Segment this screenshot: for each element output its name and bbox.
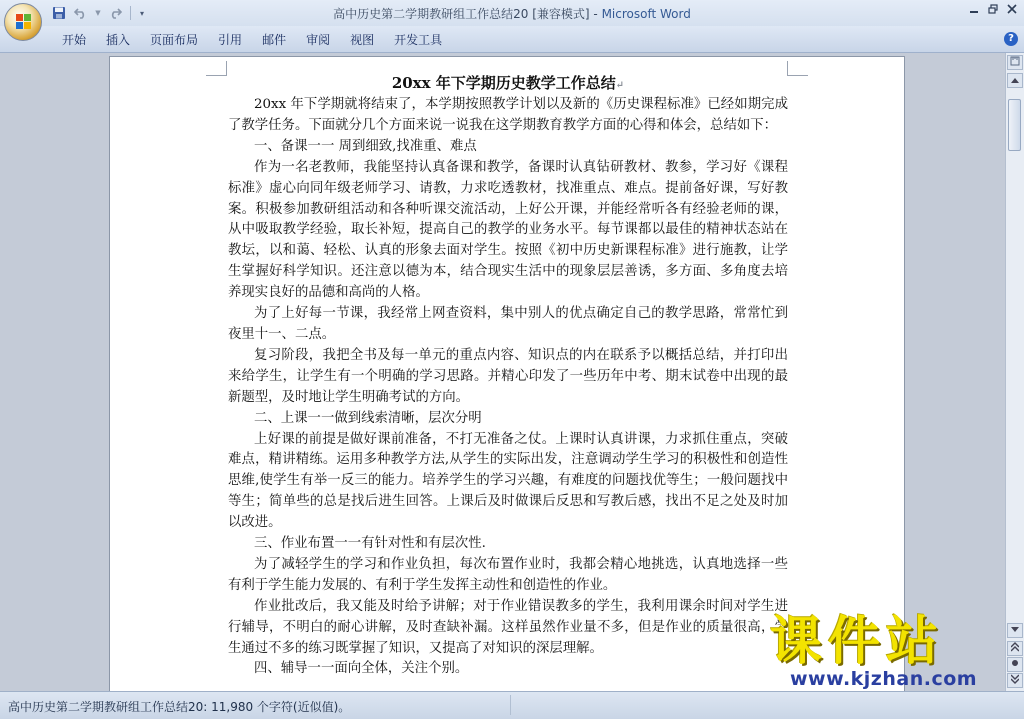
minimize-icon: [969, 4, 979, 14]
tab-view[interactable]: 视图: [350, 33, 375, 47]
paragraph: 复习阶段，我把全书及每一单元的重点内容、知识点的内在联系予以概括总结，并打印出来给学生，让学生有一个明确的学习思路。并精心印发了一些历年中考、期末试卷中出现的最新题型，及时地让学生明确考试的方向。: [228, 347, 788, 405]
window-controls: [965, 2, 1020, 16]
help-icon[interactable]: ?: [1004, 32, 1018, 46]
vertical-scrollbar[interactable]: [1005, 53, 1024, 691]
restore-button[interactable]: [984, 2, 1001, 16]
document-page[interactable]: [110, 57, 904, 691]
scroll-up-button[interactable]: [1007, 73, 1023, 88]
app-name: Microsoft Word: [601, 7, 691, 21]
restore-icon: [988, 4, 998, 14]
undo-dropdown[interactable]: ▼: [95, 9, 101, 17]
office-logo-icon: [16, 14, 32, 30]
document-title-text: 20xx 年下学期历史教学工作总结: [391, 74, 616, 92]
document-title: [228, 73, 788, 95]
status-separator: [510, 695, 511, 715]
document-body[interactable]: [228, 73, 788, 680]
paragraph: 为了减轻学生的学习和作业负担，每次布置作业时，我都会精心地挑选，认真地选择一些有利于学生能力发展的、有利于学生发挥主动性和创造性的作业。: [228, 556, 788, 593]
watermark: [770, 614, 1024, 694]
close-button[interactable]: [1003, 2, 1020, 16]
chevron-up-icon: [1011, 77, 1019, 83]
tab-developer[interactable]: 开发工具: [394, 33, 443, 47]
title-separator: -: [589, 7, 602, 21]
office-button[interactable]: [4, 3, 42, 41]
tab-insert[interactable]: 插入: [106, 33, 131, 47]
status-word-count[interactable]: 高中历史第二学期教研组工作总结20: 11,980 个字符(近似值)。: [8, 700, 351, 714]
crop-mark-top-right: [787, 61, 808, 76]
tab-references[interactable]: 引用: [218, 33, 243, 47]
tab-page-layout[interactable]: 页面布局: [150, 33, 199, 47]
tab-home[interactable]: 开始: [62, 33, 87, 47]
minimize-button[interactable]: [965, 2, 982, 16]
ruler-toggle-button[interactable]: [1007, 55, 1023, 70]
paragraph: 20xx 年下学期就将结束了，本学期按照教学计划以及新的《历史课程标准》已经如期完成了教学任务。下面就分几个方面来说一说我在这学期教育教学方面的心得和体会，总结如下：: [228, 97, 788, 133]
watermark-url: www.kjzhan.com: [790, 668, 978, 690]
section-heading: 四、辅导一一面向全体，关注个别。: [254, 661, 469, 677]
close-icon: [1007, 4, 1017, 14]
watermark-chinese-text: 课件站: [770, 612, 945, 672]
section-heading: 三、作业布置一一有针对性和有层次性.: [254, 536, 486, 552]
document-area[interactable]: [0, 53, 1006, 691]
paragraph: 上好课的前提是做好课前准备，不打无准备之仗。上课时认真讲课，力求抓住重点，突破难点，精讲精练。运用多种教学方法,从学生的实际出发，注意调动学生学习的积极性和创造性思维,使学生有举一反三的能力。培养学生的学习兴趣，有难度的问题找优等生；一般问题找中等生；简单些的总是找后进生回答。上课后及时做课后反思和写教后感，找出不足之处及时加以改进。: [228, 431, 788, 531]
paragraph: 为了上好每一节课，我经常上网查资料，集中别人的优点确定自己的教学思路，常常忙到夜里十一、二点。: [228, 306, 788, 342]
tab-mailings[interactable]: 邮件: [262, 33, 287, 47]
tab-review[interactable]: 审阅: [306, 33, 331, 47]
paragraph-mark: ↵: [615, 80, 625, 91]
title-bar: [0, 0, 1024, 26]
document-name: 高中历史第二学期教研组工作总结20 [兼容模式]: [333, 7, 590, 21]
ribbon-tabs: [52, 30, 452, 50]
customize-qat-button[interactable]: ▾: [139, 8, 144, 18]
paragraph: 作业批改后，我又能及时给予讲解；对于作业错误教多的学生，我利用课余时间对学生进行辅导，不明白的耐心讲解，及时查缺补漏。这样虽然作业量不多，但是作业的质量很高，学生通过不多的练习既掌握了知识，又提高了对知识的深层理解。: [228, 598, 788, 656]
paragraph: 作为一名老教师，我能坚持认真备课和教学，备课时认真钻研教材、教参，学习好《课程标准》虚心向同年级老师学习、请教，力求吃透教材，找准重点、难点。提前备好课，写好教案。积极参加教研组活动和各种听课交流活动，上好公开课，并能经常听各有经验老师的课，从中吸取教学经验，取长补短，提高自己的教学的业务水平。每节课都以最佳的精神状态站在教坛，以和蔼、轻松、认真的形象去面对学生。按照《初中历史新课程标准》进行施教，让学生掌握好科学知识。还注意以德为本，结合现实生活中的现象层层善诱，多方面、多角度去培养现实良好的品德和高尚的人格。: [228, 159, 788, 301]
ruler-icon: [1010, 56, 1020, 66]
window-title: [0, 5, 1024, 22]
ribbon-tab-bar: [0, 26, 1024, 53]
status-bar: [0, 691, 1024, 719]
crop-mark-top-left: [206, 61, 227, 76]
scroll-thumb[interactable]: [1008, 99, 1021, 151]
section-heading: 一、备课一一 周到细致,找准重、难点: [254, 138, 477, 154]
section-heading: 二、上课一一做到线索清晰，层次分明: [254, 410, 482, 426]
